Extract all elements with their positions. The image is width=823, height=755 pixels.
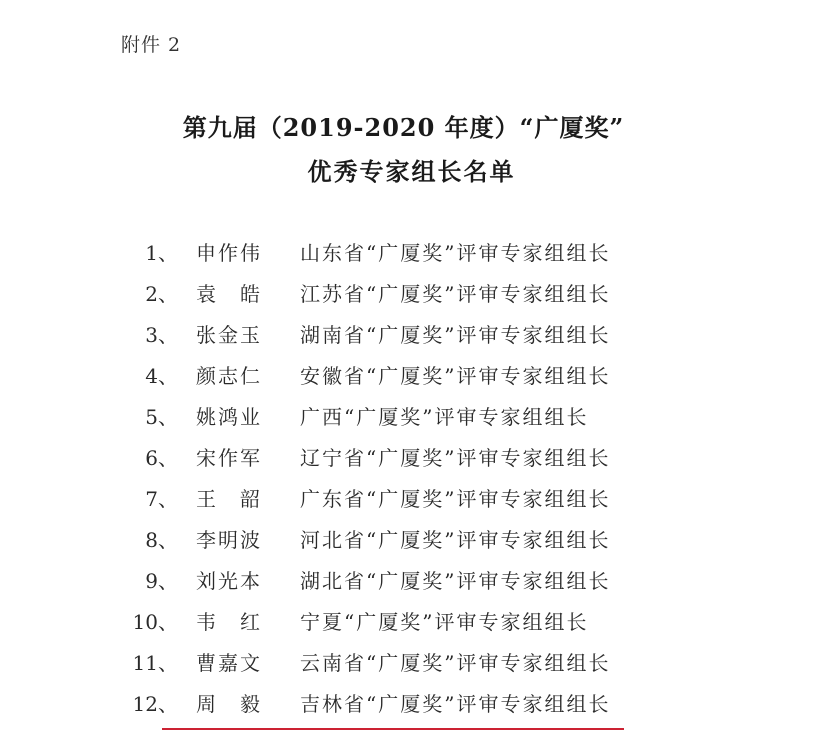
item-description: 宁夏“广厦奖”评审专家组组长 [300,610,589,634]
list-item [0,440,823,476]
item-name: 韦 红 [196,610,262,634]
item-name: 袁 皓 [196,282,262,306]
list-item [0,481,823,517]
item-description: 湖北省“广厦奖”评审专家组组长 [300,569,611,593]
item-description: 江苏省“广厦奖”评审专家组组长 [300,282,611,306]
item-number: 9、 [145,569,178,593]
item-number: 3、 [145,323,178,347]
list-item [0,235,823,271]
item-number: 12、 [132,692,178,716]
document-title-line-1: 第九届（2019-2020 年度）“广厦奖” [182,113,625,142]
list-item [0,399,823,435]
highlight-underline [162,728,624,730]
item-name: 刘光本 [196,569,262,593]
list-item [0,317,823,353]
item-number: 6、 [145,446,178,470]
document-title-line-2: 优秀专家组长名单 [307,157,516,186]
item-name: 申作伟 [196,241,262,265]
item-description: 山东省“广厦奖”评审专家组组长 [300,241,611,265]
item-description: 安徽省“广厦奖”评审专家组组长 [300,364,611,388]
list-item [0,522,823,558]
item-description: 广东省“广厦奖”评审专家组组长 [300,487,611,511]
item-number: 4、 [145,364,178,388]
item-name: 宋作军 [196,446,262,470]
item-description: 辽宁省“广厦奖”评审专家组组长 [300,446,611,470]
item-number: 10、 [132,610,178,634]
item-number: 7、 [145,487,178,511]
item-number: 1、 [145,241,178,265]
item-name: 张金玉 [196,323,262,347]
item-description: 吉林省“广厦奖”评审专家组组长 [300,692,611,716]
item-name: 曹嘉文 [196,651,262,675]
item-description: 广西“广厦奖”评审专家组组长 [300,405,589,429]
list-item [0,645,823,681]
item-name: 颜志仁 [196,364,262,388]
item-name: 王 韶 [196,487,262,511]
item-description: 湖南省“广厦奖”评审专家组组长 [300,323,611,347]
list-item [0,604,823,640]
attachment-label: 附件 2 [121,34,182,56]
item-number: 8、 [145,528,178,552]
item-name: 姚鸿业 [196,405,262,429]
list-item [0,276,823,312]
list-item [0,358,823,394]
item-description: 河北省“广厦奖”评审专家组组长 [300,528,611,552]
item-number: 5、 [145,405,178,429]
list-item [0,563,823,599]
item-number: 2、 [145,282,178,306]
item-number: 11、 [132,651,178,675]
list-item-highlighted [0,686,823,722]
item-name: 周 毅 [196,692,262,716]
item-name: 李明波 [196,528,262,552]
item-description: 云南省“广厦奖”评审专家组组长 [300,651,611,675]
